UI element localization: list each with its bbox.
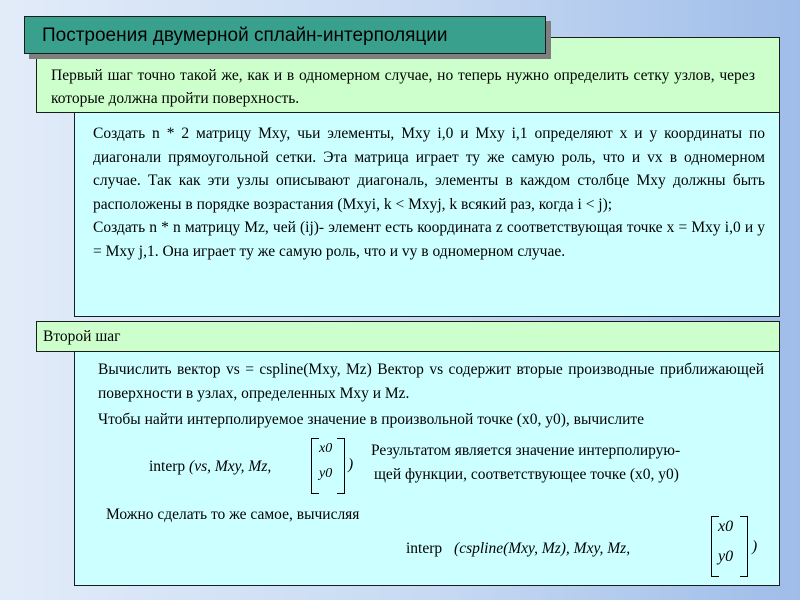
close-paren-2: ) <box>752 538 758 555</box>
same-text: Можно сделать то же самое, вычисляя <box>106 506 360 523</box>
interp-formula-1 <box>149 456 271 478</box>
interp-word-1: interp <box>149 458 186 475</box>
left-bracket-1 <box>311 438 319 494</box>
result-text <box>371 439 680 487</box>
interp-args-2: (cspline(Mxy, Mz), Mxy, Mz, <box>454 540 631 557</box>
result-line-2: щей функции, соответствующее точке (x0, y0) <box>374 466 679 483</box>
step2-box <box>74 351 780 586</box>
mz-paragraph: Создать n * n матрицу Mz, чей (ij)- элемент есть координата z соответствующая точке x = Mxy i,0 и y = Mxy j,1. Она играет ту же самую роль, что и vy в одномерном случае. <box>93 219 765 260</box>
interp-word-2: interp <box>406 540 443 557</box>
x0-label-2: x0 <box>718 518 734 535</box>
step2-label-box <box>36 321 780 352</box>
result-line-1: Результатом является значение интерполирую- <box>371 442 681 459</box>
vs-text: Вычислить вектор vs = cspline(Mxy, Mz) Вектор vs содержит вторые производные приближающей поверхности в узлах, определенных Mxy и Mz. <box>98 361 764 402</box>
matrix-instructions-box <box>74 112 780 317</box>
close-paren-1: ) <box>348 456 354 473</box>
find-text: Чтобы найти интерполируемое значение в произвольной точке (x0, y0), вычислите <box>98 411 645 428</box>
interp-args-1: (vs, Mxy, Mz, <box>189 458 272 475</box>
title-text: Построения двумерной сплайн-интерполяции <box>42 25 448 46</box>
step1-text: Первый шаг точно такой же, как и в одномерном случае, но теперь нужно определить сетку узлов, через которые должна пройти поверхность. <box>51 67 755 107</box>
right-bracket-1 <box>337 438 345 494</box>
y0-label-1: y0 <box>319 466 333 481</box>
y0-label-2: y0 <box>718 548 734 565</box>
step2-label: Второй шаг <box>43 328 121 345</box>
interp-formula-2 <box>406 538 630 560</box>
x0-label-1: x0 <box>319 441 333 456</box>
right-bracket-2 <box>740 516 748 577</box>
page-title <box>24 16 546 54</box>
mxy-paragraph: Создать n * 2 матрицу Mxy, чьи элементы, Mxy i,0 и Mxy i,1 определяют x и y координаты по диагонали прямоугольной сетки. Эта матрица играет ту же самую роль, что и vx в одномерном случае. Так как эти узлы описывают диагональ, элементы в каждом столбце Mxy должны быть расположены в порядке возрастания (Mxyi, k < Mxyj, k всякий раз, когда i < j); <box>93 125 765 213</box>
